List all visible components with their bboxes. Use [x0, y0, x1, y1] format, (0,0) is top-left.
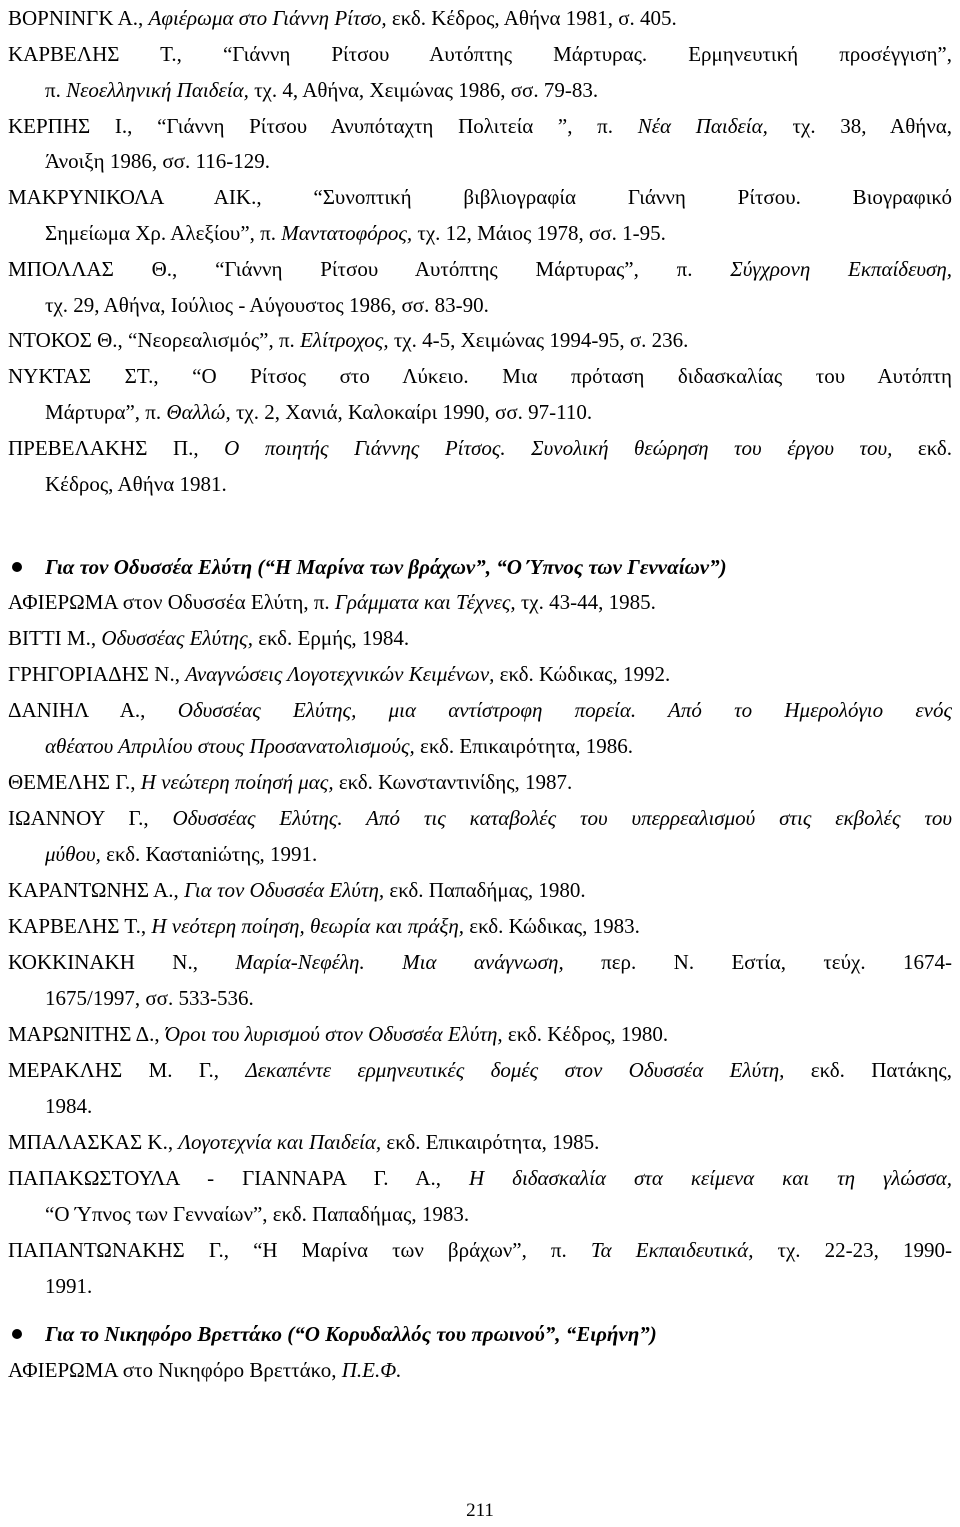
italic-title-text: Τα Εκπαιδευτικά,	[590, 1238, 754, 1262]
citation-text: τχ. 38, Αθήνα,	[767, 114, 952, 138]
citation-text: Μάρτυρα”, π.	[45, 400, 167, 424]
entry-first-line	[8, 1127, 952, 1157]
citation-text: εκδ. Κώδικας, 1983.	[464, 914, 640, 938]
italic-title-text: Δεκαπέντε ερμηνευτικές δομές στον Οδυσσέα Ελύτη,	[245, 1058, 785, 1082]
entry-first-line	[8, 1055, 952, 1085]
entry-continuation-line	[45, 146, 952, 176]
citation-text: Κέδρος, Αθήνα 1981.	[45, 472, 227, 496]
italic-title-text: Θαλλώ,	[166, 400, 231, 424]
entry-continuation-line	[45, 218, 952, 248]
citation-text: ΝΥΚΤΑΣ ΣΤ., “Ο Ρίτσος στο Λύκειο. Μια πρόταση διδασκαλίας του Αυτόπτη	[8, 364, 952, 388]
citation-text: ΒΙΤΤΙ Μ.,	[8, 626, 102, 650]
citation-text: τχ. 43-44, 1985.	[515, 590, 656, 614]
entry-first-line	[8, 254, 952, 284]
italic-title-text: Αφιέρωμα στο Γιάννη Ρίτσο,	[148, 6, 387, 30]
entry-first-line	[8, 695, 952, 725]
citation-text: 1991.	[45, 1274, 93, 1298]
italic-title-text: Λογοτεχνία και Παιδεία,	[178, 1130, 382, 1154]
citation-text: ΜΑΡΩΝΙΤΗΣ Δ.,	[8, 1022, 165, 1046]
italic-title-text: Μαρία-Νεφέλη. Μια ανάγνωση,	[235, 950, 564, 974]
citation-text: εκδ. Κέδρος, Αθήνα 1981, σ. 405.	[386, 6, 677, 30]
citation-text: τχ. 12, Μάιος 1978, σσ. 1-95.	[412, 221, 666, 245]
citation-text: 1675/1997, σσ. 533-536.	[45, 986, 254, 1010]
italic-title-text: Ελίτροχος,	[300, 328, 389, 352]
italic-title-text: Σύγχρονη Εκπαίδευση,	[730, 257, 952, 281]
citation-text: ΠΡΕΒΕΛΑΚΗΣ Π.,	[8, 436, 225, 460]
italic-title-text: Η διδασκαλία στα κείμενα και τη γλώσσα,	[469, 1166, 952, 1190]
entry-first-line	[8, 111, 952, 141]
entry-first-line	[8, 875, 952, 905]
italic-title-text: Όροι του λυρισμού στον Οδυσσέα Ελύτη,	[164, 1022, 503, 1046]
citation-text: Σημείωμα Χρ. Αλεξίου”, π.	[45, 221, 282, 245]
citation-text: εκδ. Πατάκης,	[784, 1058, 952, 1082]
citation-text: τχ. 4-5, Χειμώνας 1994-95, σ. 236.	[388, 328, 689, 352]
italic-title-text: Γράμματα και Τέχνες,	[334, 590, 516, 614]
citation-text: π.	[45, 78, 67, 102]
citation-text: ΜΠΟΛΛΑΣ Θ., “Γιάννη Ρίτσου Αυτόπτης Μάρτυρας”, π.	[8, 257, 731, 281]
italic-title-text: Ο ποιητής Γιάννης Ρίτσος. Συνολική θεώρηση του έργου του,	[224, 436, 893, 460]
citation-text: εκδ.	[892, 436, 952, 460]
citation-text: ΓΡΗΓΟΡΙΑΔΗΣ Ν.,	[8, 662, 186, 686]
entry-first-line	[8, 767, 952, 797]
citation-text: ΜΑΚΡΥΝΙΚΟΛΑ ΑΙΚ., “Συνοπτική βιβλιογραφία Γιάννη Ρίτσου. Βιογραφικό	[8, 185, 952, 209]
entry-first-line	[8, 659, 952, 689]
italic-title-text: αθέατου Απριλίου στους Προσανατολισμούς,	[45, 734, 415, 758]
entry-first-line	[8, 1163, 952, 1193]
citation-text: “Ο Ύπνος των Γενναίων”, εκδ. Παπαδήμας, 1983.	[45, 1202, 470, 1226]
entry-continuation-line	[45, 75, 952, 105]
bullet-icon	[12, 562, 22, 572]
italic-title-text: Για τον Οδυσσέα Ελύτη,	[184, 878, 385, 902]
citation-text: τχ. 29, Αθήνα, Ιούλιος - Αύγουστος 1986, σσ. 83-90.	[45, 293, 489, 317]
entry-first-line	[8, 325, 952, 355]
entry-continuation-line	[45, 397, 952, 427]
citation-text: εκδ. Κασταniώτης, 1991.	[100, 842, 318, 866]
entry-first-line	[8, 623, 952, 653]
entry-first-line	[8, 3, 952, 33]
italic-title-text: μύθου,	[45, 842, 101, 866]
entry-continuation-line	[45, 983, 952, 1013]
entry-first-line	[8, 433, 952, 463]
citation-text: εκδ. Επικαιρότητα, 1985.	[381, 1130, 600, 1154]
entry-first-line	[8, 39, 952, 69]
entry-first-line	[8, 1235, 952, 1265]
citation-text: περ. Ν. Εστία, τεύχ. 1674-	[563, 950, 952, 974]
entry-first-line	[8, 947, 952, 977]
citation-text: ΠΑΠΑΝΤΩΝΑΚΗΣ Γ., “Η Μαρίνα των βράχων”, π.	[8, 1238, 591, 1262]
entry-first-line	[8, 1355, 952, 1385]
citation-text: εκδ. Κώδικας, 1992.	[494, 662, 671, 686]
entry-continuation-line	[45, 731, 952, 761]
entry-first-line	[8, 803, 952, 833]
citation-text: εκδ. Παπαδήμας, 1980.	[384, 878, 586, 902]
entry-first-line	[8, 1019, 952, 1049]
citation-text: ΑΦΙΕΡΩΜΑ στο Νικηφόρο Βρεττάκο,	[8, 1358, 342, 1382]
italic-title-text: Μαντατοφόρος,	[281, 221, 413, 245]
entry-first-line	[8, 911, 952, 941]
section-heading: Για το Νικηφόρο Βρεττάκο (“Ο Κορυδαλλός του πρωινού”, “Ειρήνη”)	[45, 1322, 657, 1346]
citation-text: τχ. 22-23, 1990-	[753, 1238, 952, 1262]
italic-title-text: Π.Ε.Φ.	[341, 1358, 402, 1382]
entry-continuation-line	[45, 1271, 952, 1301]
citation-text: Άνοιξη 1986, σσ. 116-129.	[45, 149, 270, 173]
citation-text: ΠΑΠΑΚΩΣΤΟΥΛΑ - ΓΙΑΝΝΑΡΑ Γ. Α.,	[8, 1166, 470, 1190]
page-number: 211	[466, 1500, 494, 1521]
citation-text: ΜΠΑΛΑΣΚΑΣ Κ.,	[8, 1130, 179, 1154]
entry-continuation-line	[45, 839, 952, 869]
citation-text: ΝΤΟΚΟΣ Θ., “Νεορεαλισμός”, π.	[8, 328, 301, 352]
citation-text: τχ. 4, Αθήνα, Χειμώνας 1986, σσ. 79-83.	[248, 78, 599, 102]
citation-text: ΚΑΡΒΕΛΗΣ Τ.,	[8, 914, 152, 938]
section-heading: Για τον Οδυσσέα Ελύτη (“Η Μαρίνα των βράχων”, “Ο Ύπνος των Γενναίων”)	[45, 555, 727, 579]
entry-continuation-line	[45, 469, 952, 499]
citation-text: ΒΟΡΝΙΝΓΚ Α.,	[8, 6, 149, 30]
italic-title-text: Οδυσσέας Ελύτης,	[101, 626, 253, 650]
citation-text: ΚΕΡΠΗΣ Ι., “Γιάννη Ρίτσου Ανυπόταχτη Πολιτεία ”, π.	[8, 114, 638, 138]
entry-continuation-line	[45, 1091, 952, 1121]
citation-text: ΜΕΡΑΚΛΗΣ Μ. Γ.,	[8, 1058, 246, 1082]
citation-text: ΙΩΑΝΝΟΥ Γ.,	[8, 806, 173, 830]
citation-text: ΚΑΡΒΕΛΗΣ Τ., “Γιάννη Ρίτσου Αυτόπτης Μάρτυρας. Ερμηνευτική προσέγγιση”,	[8, 42, 952, 66]
citation-text: εκδ. Κωνσταντινίδης, 1987.	[333, 770, 573, 794]
citation-text: 1984.	[45, 1094, 93, 1118]
citation-text: ΔΑΝΙΗΛ Α.,	[8, 698, 178, 722]
entry-continuation-line	[45, 1199, 952, 1229]
citation-text: ΑΦΙΕΡΩΜΑ στον Οδυσσέα Ελύτη, π.	[8, 590, 335, 614]
italic-title-text: Αναγνώσεις Λογοτεχνικών Κειμένων,	[185, 662, 495, 686]
entry-continuation-line	[45, 290, 952, 320]
citation-text: εκδ. Ερμής, 1984.	[252, 626, 410, 650]
italic-title-text: Νέα Παιδεία,	[637, 114, 768, 138]
italic-title-text: Νεοελληνική Παιδεία,	[66, 78, 249, 102]
citation-text: εκδ. Επικαιρότητα, 1986.	[414, 734, 634, 758]
italic-title-text: Οδυσσέας Ελύτης, μια αντίστροφη πορεία. Από το Ημερολόγιο ενός	[177, 698, 952, 722]
citation-text: εκδ. Κέδρος, 1980.	[502, 1022, 669, 1046]
italic-title-text: Οδυσσέας Ελύτης. Από τις καταβολές του υπερρεαλισμού στις εκβολές του	[172, 806, 952, 830]
citation-text: τχ. 2, Χανιά, Καλοκαίρι 1990, σσ. 97-110.	[230, 400, 593, 424]
citation-text: ΚΑΡΑΝΤΩΝΗΣ Α.,	[8, 878, 185, 902]
entry-first-line	[8, 182, 952, 212]
italic-title-text: Η νεώτερη ποίησή μας,	[140, 770, 334, 794]
bullet-icon	[12, 1329, 22, 1339]
citation-text: ΘΕΜΕΛΗΣ Γ.,	[8, 770, 141, 794]
italic-title-text: Η νεότερη ποίηση, θεωρία και πράξη,	[151, 914, 465, 938]
entry-first-line	[8, 587, 952, 617]
entry-first-line	[8, 361, 952, 391]
citation-text: ΚΟΚΚΙΝΑΚΗ Ν.,	[8, 950, 236, 974]
